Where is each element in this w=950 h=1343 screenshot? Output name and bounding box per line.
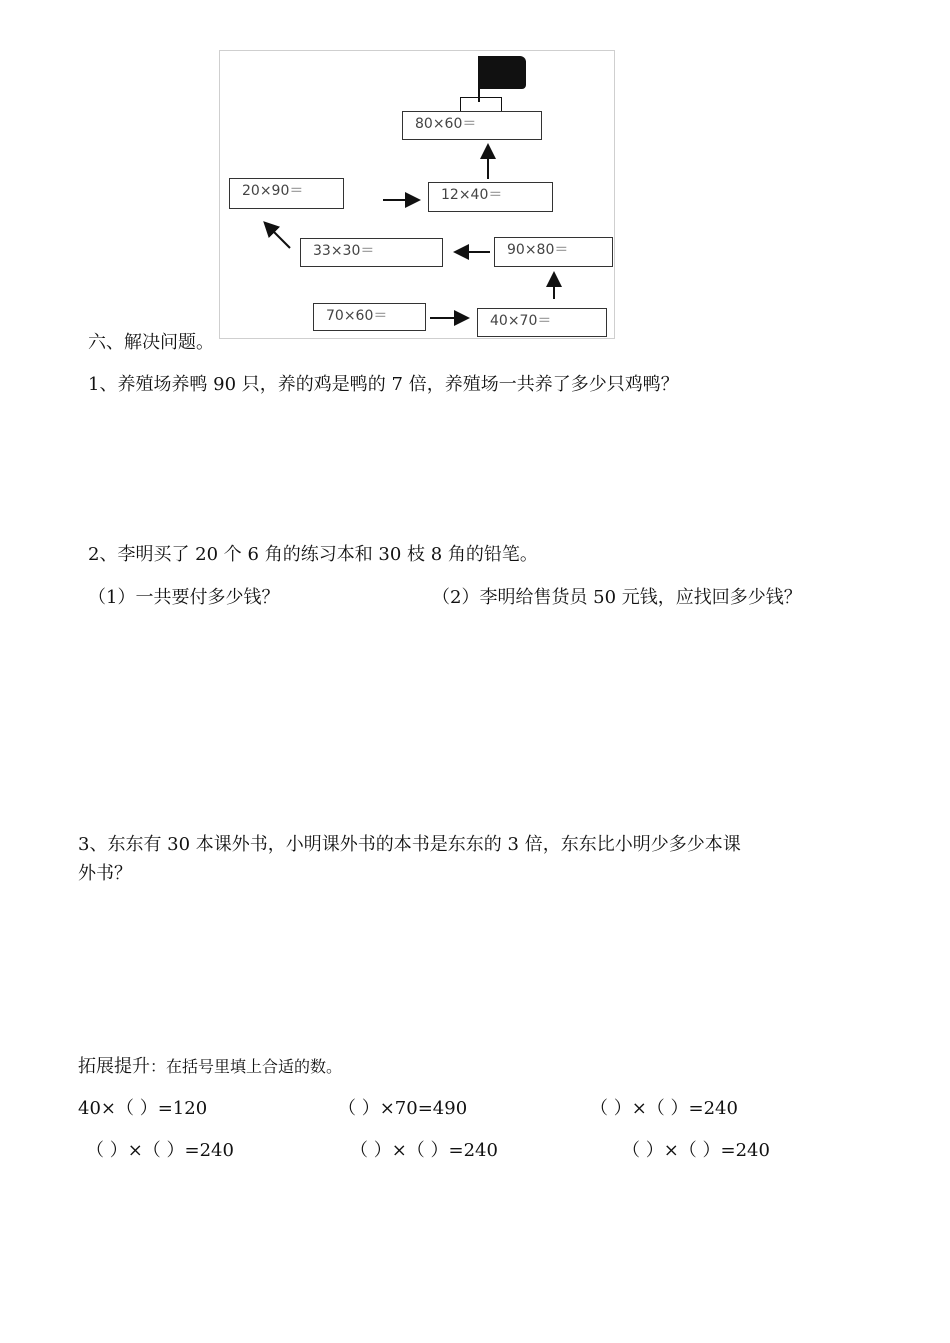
question-3-line-1: 3、东东有 30 本课外书，小明课外书的本书是东东的 3 倍，东东比小明少多少本课 bbox=[78, 834, 741, 855]
section-heading: 六、解决问题。 bbox=[88, 332, 214, 353]
question-1: 1、养殖场养鸭 90 只，养的鸡是鸭的 7 倍，养殖场一共养了多少只鸡鸭？ bbox=[88, 374, 679, 395]
fill-blank-1-2: （ ）×70=490 bbox=[338, 1098, 468, 1119]
fill-blank-2-3: （ ）×（ ）=240 bbox=[622, 1140, 770, 1161]
fill-blank-2-1: （ ）×（ ）=240 bbox=[86, 1140, 234, 1161]
fill-blank-1-1: 40×（ ）=120 bbox=[78, 1098, 208, 1119]
arrow-diagonal-up-left bbox=[266, 224, 290, 248]
extension-heading bbox=[78, 1055, 342, 1078]
question-2-part-2: （2）李明给售货员 50 元钱，应找回多少钱？ bbox=[432, 587, 802, 608]
equation-box-12x40: 12×40＝ bbox=[428, 182, 553, 212]
equation-box-90x80: 90×80＝ bbox=[494, 237, 613, 267]
extension-title: 拓展提升 bbox=[78, 1056, 150, 1077]
equation-box-33x30: 33×30＝ bbox=[300, 238, 443, 267]
fill-blank-1-3: （ ）×（ ）=240 bbox=[590, 1098, 738, 1119]
equation-box-40x70: 40×70＝ bbox=[477, 308, 607, 337]
fill-blank-2-2: （ ）×（ ）=240 bbox=[350, 1140, 498, 1161]
equation-box-20x90: 20×90＝ bbox=[229, 178, 344, 209]
question-2: 2、李明买了 20 个 6 角的练习本和 30 枝 8 角的铅笔。 bbox=[88, 544, 538, 565]
question-3-line-2: 外书？ bbox=[78, 863, 132, 884]
flow-arrows bbox=[220, 51, 616, 340]
math-path-figure bbox=[219, 50, 615, 339]
extension-instruction: ：在括号里填上合适的数。 bbox=[150, 1057, 343, 1076]
question-2-part-1: （1）一共要付多少钱？ bbox=[88, 587, 280, 608]
equation-box-70x60: 70×60＝ bbox=[313, 303, 426, 331]
equation-box-80x60: 80×60＝ bbox=[402, 111, 542, 140]
